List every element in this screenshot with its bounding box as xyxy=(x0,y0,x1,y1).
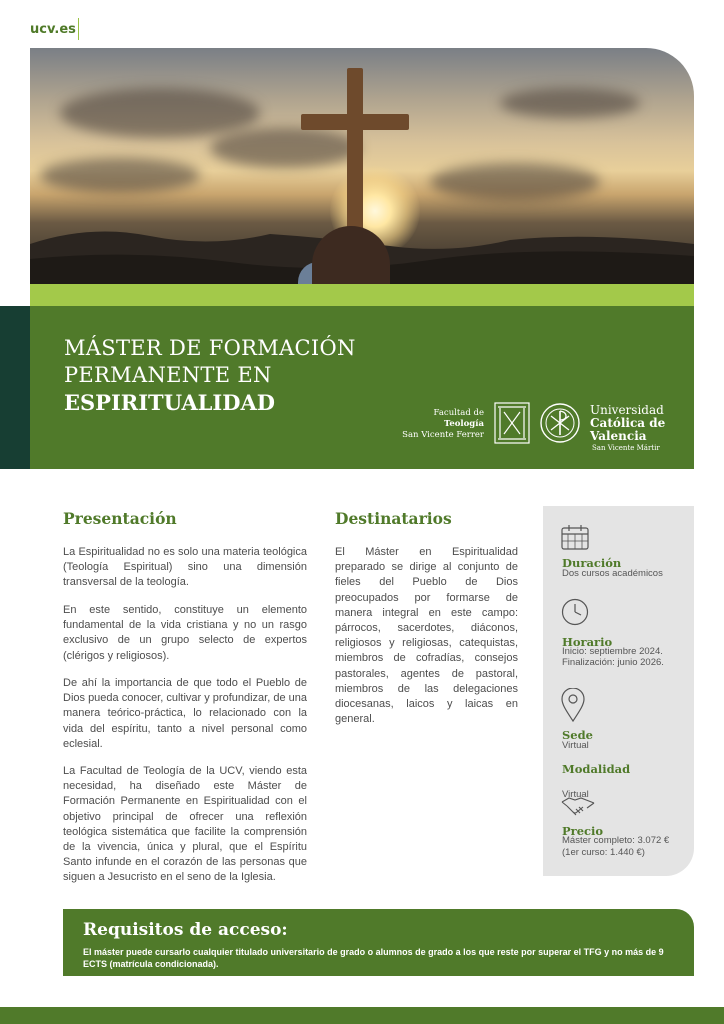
faculty-line-1: Facultad de xyxy=(433,408,484,418)
faculty-line-2: Teología xyxy=(443,419,484,429)
requisitos-box xyxy=(63,909,694,976)
faculty-line-3: San Vicente Ferrer xyxy=(402,430,484,440)
presentacion-paragraph-1: La Espiritualidad no es solo una materia teológica (Teología Espiritual) sino una dimensión transversal de la teología. xyxy=(63,546,307,589)
title-line-1: MÁSTER DE FORMACIÓN xyxy=(64,336,356,360)
modalidad-label: Modalidad xyxy=(562,762,631,776)
dark-accent-bar xyxy=(0,306,30,469)
sede-value: Virtual xyxy=(562,740,589,751)
title-line-2: PERMANENTE EN xyxy=(64,363,272,387)
duracion-label: Duración xyxy=(562,556,622,570)
university-line-4: San Vicente Mártir xyxy=(592,444,660,452)
header-divider xyxy=(78,18,79,40)
calendar-icon xyxy=(561,524,589,550)
university-line-2: Católica de xyxy=(590,416,666,430)
horario-label: Horario xyxy=(562,635,613,649)
destinatarios-paragraph: El Máster en Espiritualidad preparado se dirige al conjunto de fieles del Pueblo de Dios preocupados por formarse de manera integral en este campo: párrocos, sacerdotes, diáconos, religiosos y religiosas, catequistas, miembros de cofradías, consejos pastorales, agentes de pastoral, miembros de las delegaciones diocesanas, laicos y laicas en general. xyxy=(335,546,518,726)
university-line-1: Universidad xyxy=(590,403,664,417)
precio-value-2: (1er curso: 1.440 €) xyxy=(562,847,645,858)
location-pin-icon xyxy=(561,688,585,722)
requisitos-title: Requisitos de acceso: xyxy=(83,920,288,940)
handshake-icon xyxy=(561,794,595,820)
requisitos-text: El máster puede cursarlo cualquier titulado universitario de grado o alumnos de grado a los que reste por superar el TFG y no más de 9 ECTS (matrícula condicionada). xyxy=(83,947,664,969)
destinatarios-heading: Destinatarios xyxy=(335,509,452,528)
info-card xyxy=(543,506,694,876)
presentacion-paragraph-3: De ahí la importancia de que todo el Pueblo de Dios pueda conocer, cultivar y profundizar, de una manera teórico-práctica, lo relacionado con la vida del espíritu, tanto a nivel personal como eclesial. xyxy=(63,677,307,750)
university-name xyxy=(590,403,665,453)
site-link[interactable]: ucv.es xyxy=(30,22,76,37)
sede-label: Sede xyxy=(562,728,593,742)
footer-bar xyxy=(0,1007,724,1024)
university-line-3: Valencia xyxy=(590,429,647,443)
title-line-3: ESPIRITUALIDAD xyxy=(64,390,275,415)
presentacion-heading: Presentación xyxy=(63,509,177,528)
lime-strip xyxy=(30,284,694,306)
duracion-value: Dos cursos académicos xyxy=(562,568,663,579)
modalidad-value: Virtual xyxy=(562,789,589,800)
title-band xyxy=(30,306,694,469)
presentacion-paragraph-2: En este sentido, constituye un elemento fundamental de la vida cristiana y no un rasgo exclusivo de un grupo selecto de expertos (clérigos y religiosos). xyxy=(63,604,307,662)
ucv-seal-icon xyxy=(539,402,581,444)
clock-icon xyxy=(561,598,589,626)
presentacion-paragraph-4: La Facultad de Teología de la UCV, viendo esta necesidad, ha diseñado este Máster de Formación Permanente en Espiritualidad con el objetivo principal de ofrecer una reflexión teológica sistemática que facilite la comprensión de la vivencia, única y plural, que el Espíritu Santo infunde en el corazón de las personas que siguen a Jesucristo en el seno de la Iglesia. xyxy=(63,765,307,884)
horario-value-1: Inicio: septiembre 2024. xyxy=(562,646,663,657)
cross-horizontal xyxy=(301,114,409,130)
horario-value-2: Finalización: junio 2026. xyxy=(562,657,664,668)
hero-image xyxy=(30,48,694,284)
precio-label: Precio xyxy=(562,824,604,838)
faculty-name xyxy=(402,408,484,441)
faculty-emblem-icon xyxy=(494,402,530,444)
precio-value-1: Máster completo: 3.072 € xyxy=(562,835,670,846)
